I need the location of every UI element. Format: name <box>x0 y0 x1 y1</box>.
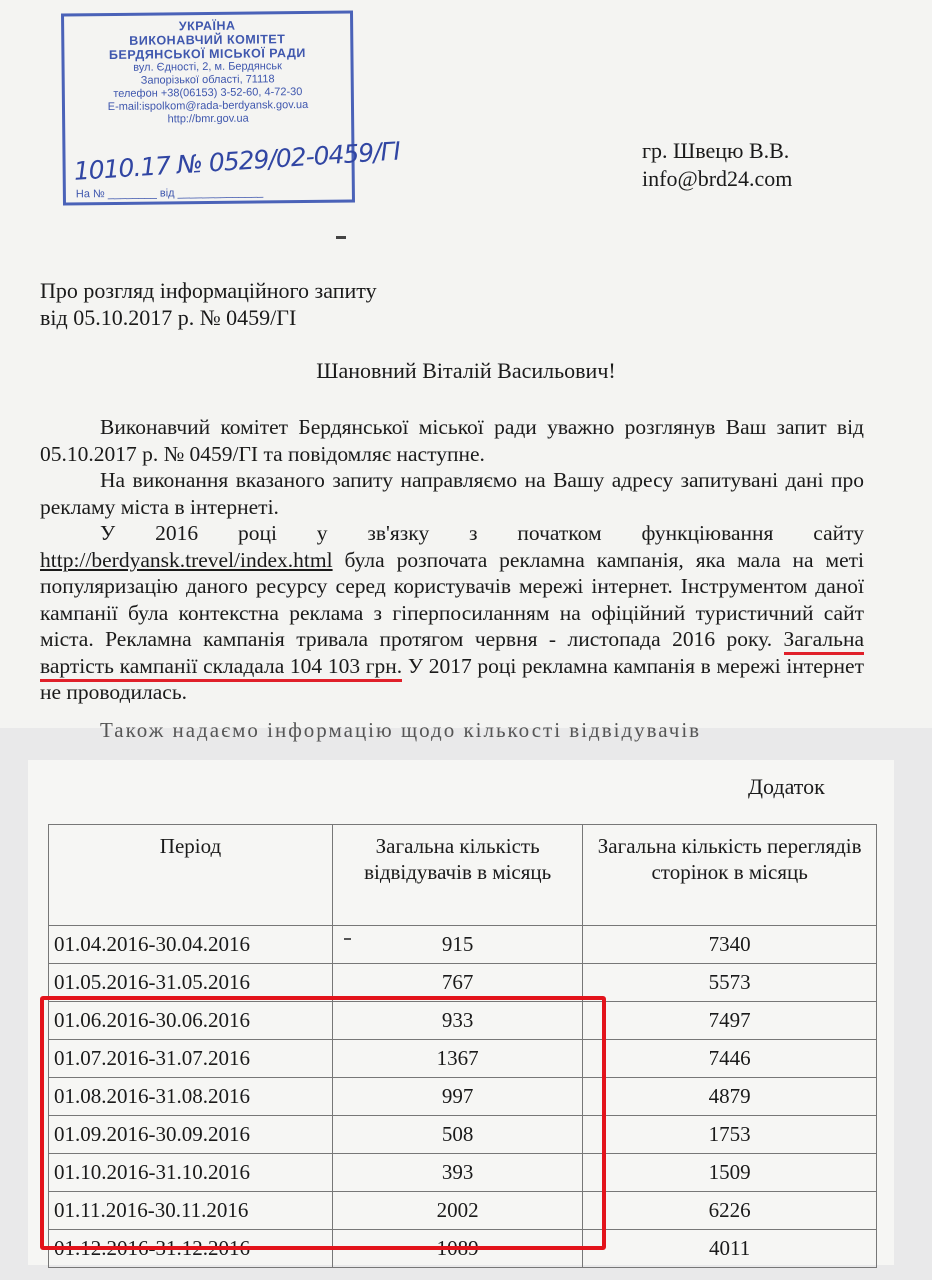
body-paragraph: Виконавчий комітет Бердянської міської ради уважно розглянув Ваш запит від 05.10.2017 р. № 0459/ГІ та повідомляє наступне. <box>40 415 864 466</box>
subject-block <box>40 277 377 331</box>
paragraph-text: У 2017 році рекламна кампанія в мережі інтернет не проводилась. <box>40 653 864 704</box>
cell-visitors: 767 <box>332 964 582 1002</box>
cell-period: 01.07.2016-31.07.2016 <box>49 1040 333 1078</box>
cost-highlight: Загальна вартість кампанії складала 104 103 грн. <box>40 627 864 682</box>
highlight-box <box>40 996 606 1250</box>
dash-mark <box>344 938 351 940</box>
recipient-email: info@brd24.com <box>642 166 793 191</box>
cell-period: 01.11.2016-30.11.2016 <box>49 1192 333 1230</box>
stamp-line: E-mail:ispolkom@rada-berdyansk.gov.ua <box>107 98 309 114</box>
greeting: Шановний Віталій Васильович! <box>316 358 616 383</box>
cell-views: 7340 <box>583 926 877 964</box>
table-row <box>49 926 877 964</box>
official-stamp <box>61 10 401 205</box>
cell-views: 7497 <box>583 1002 877 1040</box>
subject-line: від 05.10.2017 р. № 0459/ГІ <box>40 305 297 330</box>
cell-period: 01.08.2016-31.08.2016 <box>49 1078 333 1116</box>
stamp-line: телефон +38(06153) 3-52-60, 4-72-30 <box>113 86 303 100</box>
cell-visitors: 915 <box>332 926 582 964</box>
cell-views: 7446 <box>583 1040 877 1078</box>
subject-line: Про розгляд інформаційного запиту <box>40 278 377 303</box>
stamp-line: ВИКОНАВЧИЙ КОМІТЕТ <box>129 32 286 48</box>
cell-period: 01.05.2016-31.05.2016 <box>49 964 333 1002</box>
cell-period: 01.10.2016-31.10.2016 <box>49 1154 333 1192</box>
stamp-line: http://bmr.gov.ua <box>167 112 249 126</box>
body-paragraph <box>40 520 864 706</box>
body-paragraph: На виконання вказаного запиту направляємо на Вашу адресу запитувані дані про рекламу міста в інтернеті. <box>40 468 864 519</box>
letter-body <box>40 414 864 706</box>
cell-visitors: 933 <box>332 1002 582 1040</box>
paragraph-text: У 2016 році у зв'язку з початком функціювання сайту <box>100 521 864 545</box>
site-link[interactable]: http://berdyansk.trevel/index.html <box>40 547 333 572</box>
appendix-label: Додаток <box>748 774 825 799</box>
cell-views: 6226 <box>583 1192 877 1230</box>
cell-visitors: 393 <box>332 1154 582 1192</box>
registration-number: 1010.17 № 0529/02-0459/ГІ <box>72 136 401 186</box>
cell-views: 1509 <box>583 1154 877 1192</box>
cell-period: 01.09.2016-30.09.2016 <box>49 1116 333 1154</box>
truncated-line: Також надаємо інформацію щодо кількості відвідувачів <box>100 718 702 742</box>
cell-views: 5573 <box>583 964 877 1002</box>
cell-visitors: 1089 <box>332 1230 582 1268</box>
recipient-block <box>642 137 792 193</box>
cell-period: 01.04.2016-30.04.2016 <box>49 926 333 964</box>
header-period: Період <box>49 825 333 926</box>
cell-visitors: 997 <box>332 1078 582 1116</box>
appendix-page <box>28 760 894 1265</box>
cell-views: 1753 <box>583 1116 877 1154</box>
paragraph-text: була розпочата рекламна кампанія, яка мала на меті популяризацію даного ресурсу серед користувачів мережі інтернет. Інструментом даної кампанії була контекстна реклама з гіперпосиланням на офіційний туристичний сайт міста. Рекламна кампанія тривала протягом червня - листопада 2016 року. <box>40 547 864 651</box>
stamp-footer: На № ________ від ______________ <box>75 186 264 201</box>
cell-views: 4879 <box>583 1078 877 1116</box>
cell-visitors: 1367 <box>332 1040 582 1078</box>
cell-period: 01.06.2016-30.06.2016 <box>49 1002 333 1040</box>
cell-visitors: 2002 <box>332 1192 582 1230</box>
cell-views: 4011 <box>583 1230 877 1268</box>
cell-visitors: 508 <box>332 1116 582 1154</box>
cell-period: 01.12.2016-31.12.2016 <box>49 1230 333 1268</box>
stamp-line: вул. Єдності, 2, м. Бердянськ <box>133 60 282 74</box>
stamp-line: Запорізької області, 71118 <box>140 73 275 87</box>
recipient-name: гр. Швецю В.В. <box>642 138 790 163</box>
header-visitors: Загальна кількість відвідувачів в місяць <box>332 825 582 926</box>
stamp-line: УКРАЇНА <box>178 18 236 34</box>
table-header-row <box>49 825 877 926</box>
stamp-line: БЕРДЯНСЬКОЇ МІСЬКОЇ РАДИ <box>108 45 306 63</box>
dash-mark <box>336 236 346 239</box>
header-views: Загальна кількість переглядів сторінок в місяць <box>583 825 877 926</box>
